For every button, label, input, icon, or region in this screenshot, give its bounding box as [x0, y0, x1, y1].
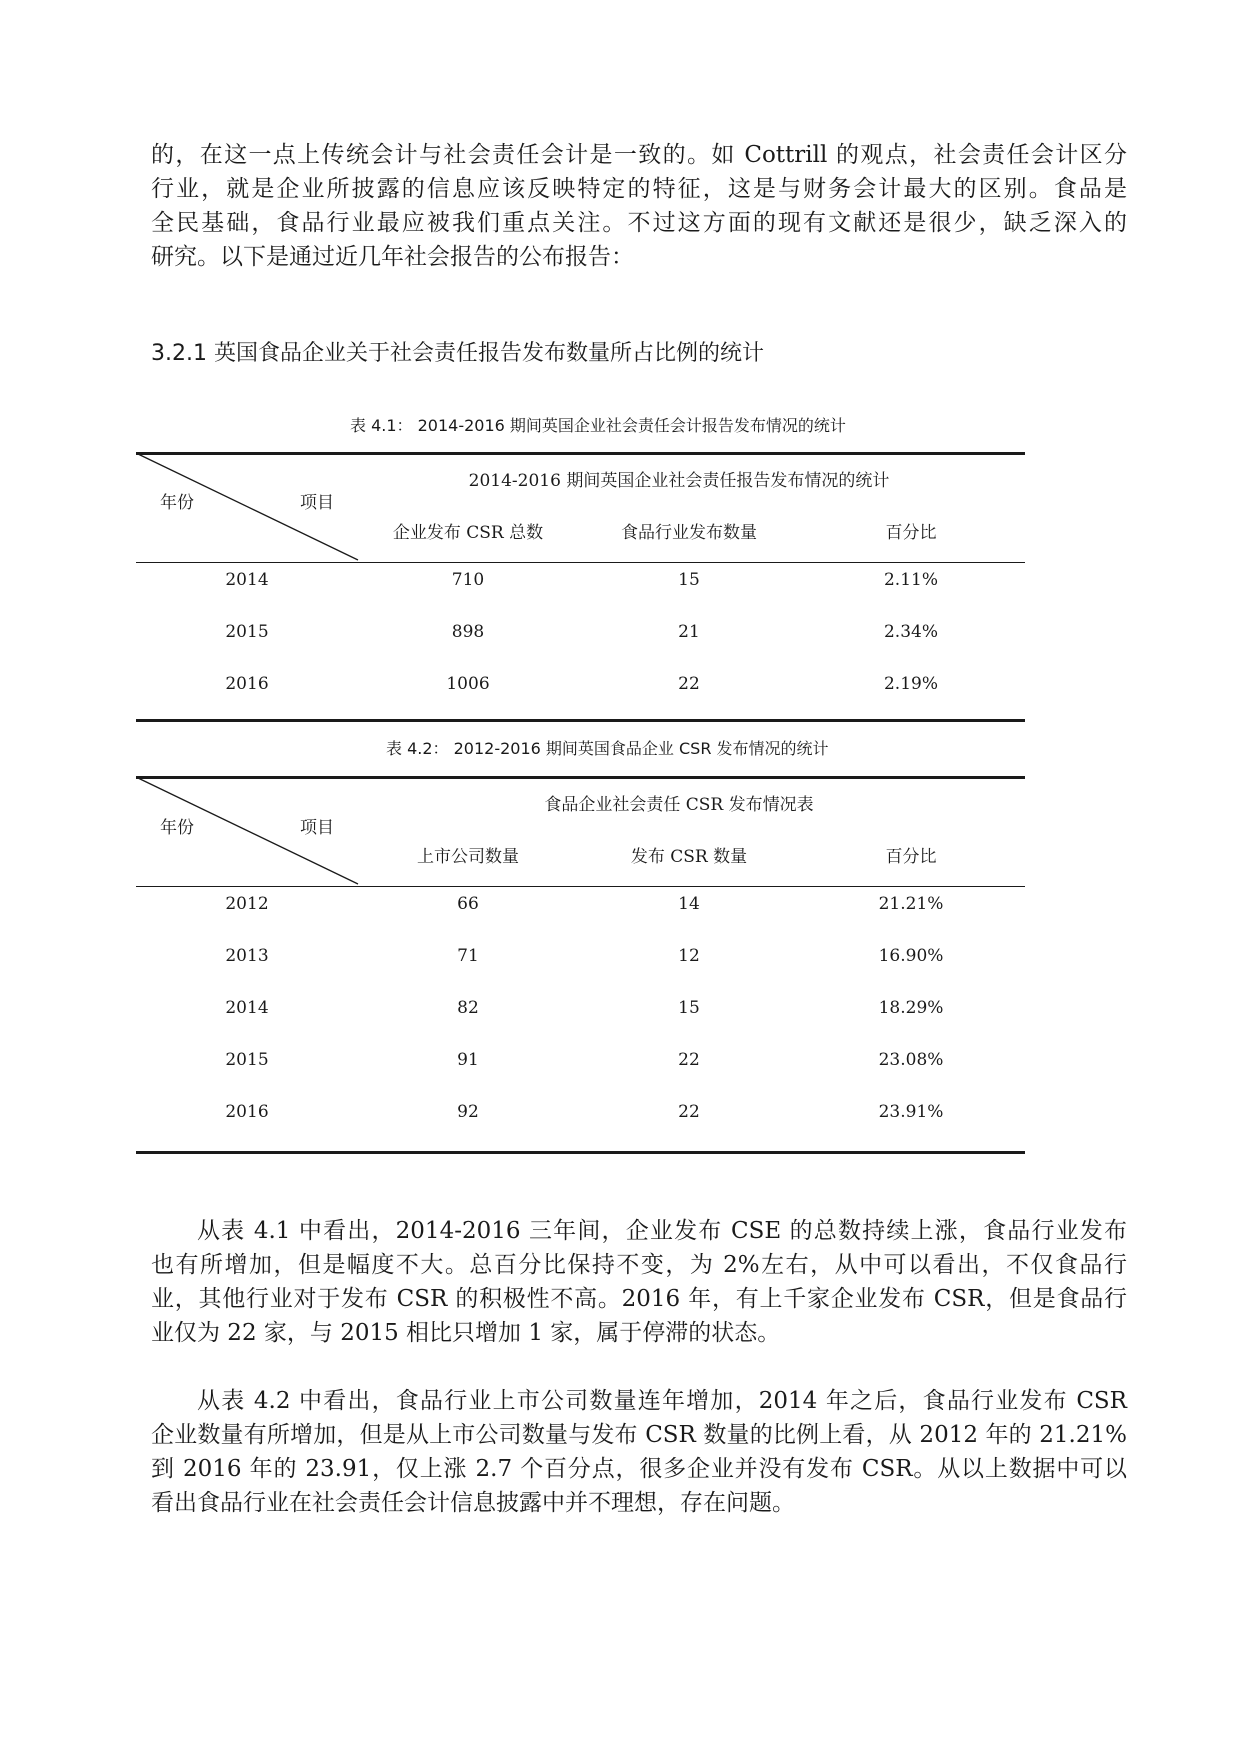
table2-cell: 12	[678, 946, 700, 966]
table2-bottom-rule	[136, 1151, 1025, 1154]
analysis2-line: 到 2016 年的 23.91，仅上涨 2.7 个百分点，很多企业并没有发布 CSR。从以上数据中可以	[151, 1456, 1127, 1482]
intro-line: 的，在这一点上传统会计与社会责任会计是一致的。如 Cottrill 的观点，社会责任会计区分	[151, 142, 1127, 168]
table2-cell: 22	[678, 1050, 700, 1070]
table2-group-header: 食品企业社会责任 CSR 发布情况表	[544, 795, 814, 815]
table2-cell: 2013	[225, 946, 269, 966]
analysis1-line: 也有所增加，但是幅度不大。总百分比保持不变，为 2%左右，从中可以看出，不仅食品行	[151, 1252, 1127, 1278]
table2-cell: 23.91%	[878, 1102, 944, 1122]
section-heading: 3.2.1 英国食品企业关于社会责任报告发布数量所占比例的统计	[151, 341, 764, 366]
table1-cell: 2015	[225, 622, 269, 642]
table2-cell: 16.90%	[878, 946, 944, 966]
table2-cell: 92	[457, 1102, 479, 1122]
intro-line: 行业，就是企业所披露的信息应该反映特定的特征，这是与财务会计最大的区别。食品是	[151, 176, 1127, 202]
table2-col-header: 百分比	[885, 847, 937, 867]
table2-header-rule	[136, 886, 1025, 887]
table1-cell: 1006	[446, 674, 490, 694]
table1-cell: 2.34%	[883, 622, 939, 642]
table1-corner-item: 项目	[300, 493, 334, 513]
analysis2-line: 看出食品行业在社会责任会计信息披露中并不理想，存在问题。	[151, 1490, 795, 1516]
table2-cell: 23.08%	[878, 1050, 944, 1070]
table2-cell: 2012	[225, 894, 269, 914]
table1-cell: 21	[678, 622, 700, 642]
table1-bottom-rule	[136, 719, 1025, 722]
table1-cell: 22	[678, 674, 700, 694]
table1-col-header: 食品行业发布数量	[621, 523, 757, 543]
analysis2-line: 从表 4.2 中看出，食品行业上市公司数量连年增加，2014 年之后，食品行业发布 CSR	[197, 1388, 1127, 1414]
table2-cell: 66	[457, 894, 479, 914]
intro-line: 全民基础，食品行业最应被我们重点关注。不过这方面的现有文献还是很少，缺乏深入的	[151, 210, 1127, 236]
analysis1-line: 业，其他行业对于发布 CSR 的积极性不高。2016 年，有上千家企业发布 CSR，但是食品行	[151, 1286, 1127, 1312]
table2-cell: 22	[678, 1102, 700, 1122]
table1	[136, 452, 1025, 722]
table1-corner-year: 年份	[160, 493, 194, 513]
table2-cell: 2015	[225, 1050, 269, 1070]
table1-col-header: 企业发布 CSR 总数	[392, 523, 544, 543]
table2-col-header: 发布 CSR 数量	[630, 847, 748, 867]
table2-cell: 15	[678, 998, 700, 1018]
table2-cell: 2016	[225, 1102, 269, 1122]
table1-cell: 2014	[225, 570, 269, 590]
intro-line: 研究。以下是通过近几年社会报告的公布报告：	[151, 244, 634, 270]
table2-cell: 18.29%	[878, 998, 944, 1018]
table1-cell: 710	[451, 570, 485, 590]
intro-paragraph	[151, 138, 1127, 274]
table1-col-header: 百分比	[885, 523, 937, 543]
table2-cell: 2014	[225, 998, 269, 1018]
table1-cell: 2.19%	[883, 674, 939, 694]
table1-group-header: 2014-2016 期间英国企业社会责任报告发布情况的统计	[468, 471, 890, 491]
analysis1-line: 从表 4.1 中看出，2014-2016 三年间，企业发布 CSE 的总数持续上涨，食品行业发布	[197, 1218, 1127, 1244]
table2-corner-item: 项目	[300, 818, 334, 838]
table2-cell: 91	[457, 1050, 479, 1070]
table2-corner-year: 年份	[160, 818, 194, 838]
table2	[136, 776, 1025, 1154]
table1-caption: 表 4.1： 2014-2016 期间英国企业社会责任会计报告发布情况的统计	[350, 416, 846, 435]
table2-cell: 21.21%	[878, 894, 944, 914]
analysis1-line: 业仅为 22 家，与 2015 相比只增加 1 家，属于停滞的状态。	[151, 1320, 781, 1346]
table2-caption: 表 4.2： 2012-2016 期间英国食品企业 CSR 发布情况的统计	[386, 739, 829, 758]
table1-header-rule	[136, 562, 1025, 563]
table2-cell: 14	[678, 894, 700, 914]
table2-col-header: 上市公司数量	[417, 847, 519, 867]
table2-cell: 82	[457, 998, 479, 1018]
table2-cell: 71	[457, 946, 479, 966]
table1-cell: 2016	[225, 674, 269, 694]
table1-cell: 15	[678, 570, 700, 590]
analysis-paragraph-1	[151, 1214, 1127, 1350]
analysis-paragraph-2	[151, 1384, 1127, 1520]
analysis2-line: 企业数量有所增加，但是从上市公司数量与发布 CSR 数量的比例上看，从 2012 年的 21.21%	[151, 1422, 1127, 1448]
table1-cell: 898	[451, 622, 485, 642]
table1-cell: 2.11%	[883, 570, 939, 590]
